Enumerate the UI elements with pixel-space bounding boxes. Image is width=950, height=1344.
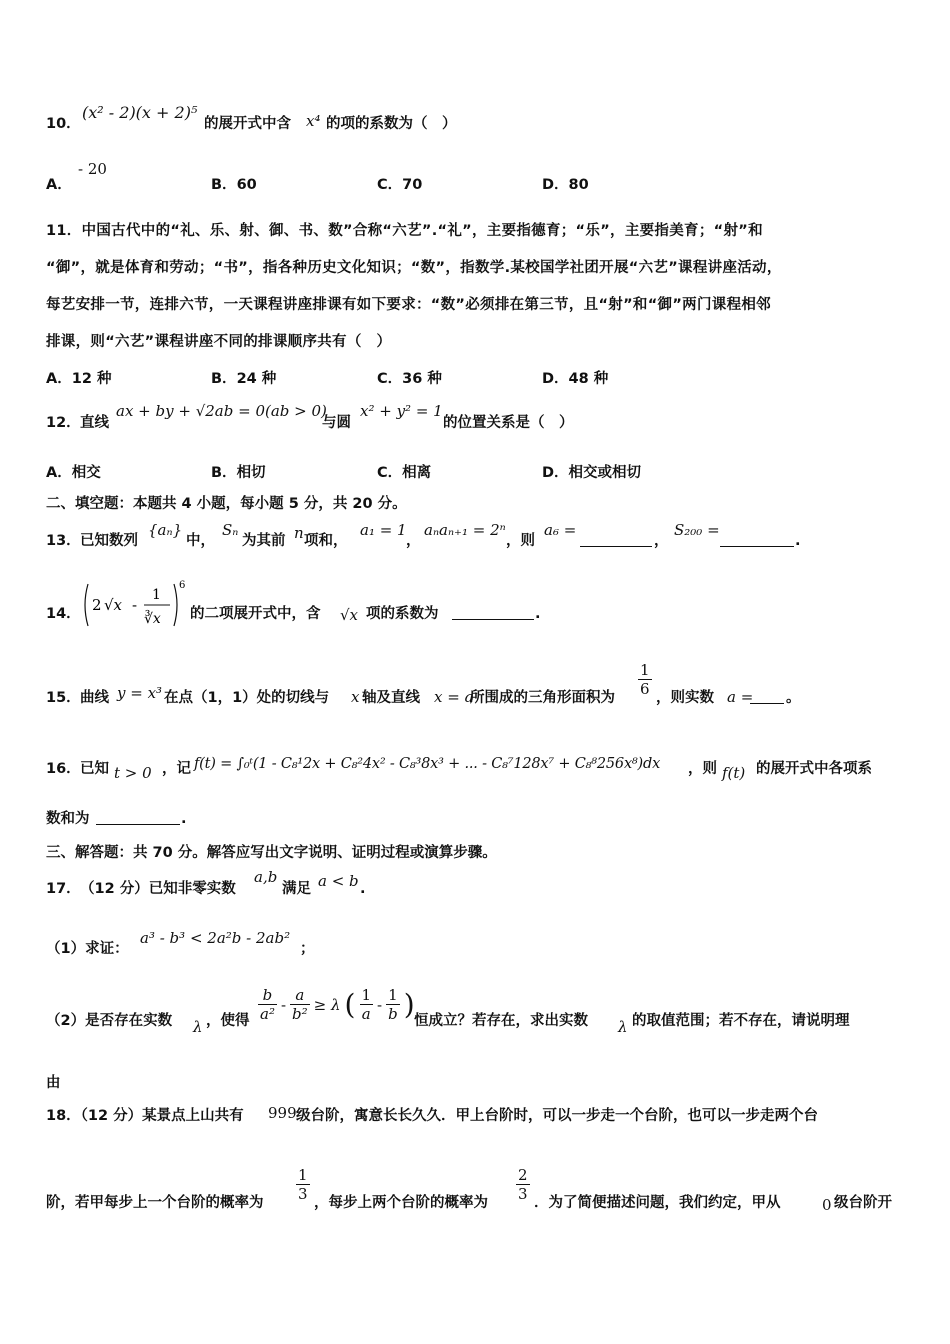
q13-s200: S₂₀₀ = xyxy=(674,521,720,539)
q10-option-a-label: A． xyxy=(46,177,72,193)
q12-option-b xyxy=(211,461,266,482)
q17-part-2-text-3: 恒成立？若存在，求出实数 xyxy=(414,1013,588,1029)
q17-frac-1-b xyxy=(386,986,400,1023)
q12-option-a-value: 相交 xyxy=(71,465,101,481)
q10-term: x⁴ xyxy=(306,112,321,130)
q17-minus-2: - xyxy=(377,995,383,1014)
q18-line-2-c: ．为了简便描述问题，我们约定，甲从 xyxy=(534,1195,781,1211)
q14-minus: - xyxy=(132,596,138,614)
q16-condition: t > 0 xyxy=(114,764,152,782)
q14-binomial-expression xyxy=(80,578,188,632)
q12-number: 12． xyxy=(46,415,81,431)
q13-number: 13． xyxy=(46,533,81,549)
q11-option-b-value: 24 种 xyxy=(236,371,277,387)
q12-text-b: 与圆 xyxy=(322,415,351,431)
q13-comma: ， xyxy=(406,533,421,549)
q17-ge-lambda: ≥ λ xyxy=(313,995,341,1014)
q18-f2-denominator: 3 xyxy=(518,1185,528,1203)
q13-n: n xyxy=(294,524,304,542)
q11-option-d xyxy=(542,367,608,388)
q13-recurrence: aₙaₙ₊₁ = 2ⁿ xyxy=(424,521,506,539)
q11-line-4: 排课，则“六艺”课程讲座不同的排课顺序共有（ ） xyxy=(46,334,392,350)
q13-text-1: 已知数列 xyxy=(80,533,138,549)
q11-option-b-label: B． xyxy=(211,371,237,387)
q16-text-3: ，则 xyxy=(688,761,717,777)
q11-option-b xyxy=(211,367,276,388)
q13-a1: a₁ = 1 xyxy=(360,521,407,539)
q17-part-2-label: （2）是否存在实数 xyxy=(46,1013,173,1029)
q17-lambda: λ xyxy=(193,1018,203,1036)
q10-option-b-value: 60 xyxy=(236,177,257,193)
q17-frac-a: a xyxy=(295,986,305,1004)
q18-fraction-two-thirds xyxy=(516,1166,530,1203)
q17-text-2: 满足 xyxy=(282,881,311,897)
q13-text-5: ，则 xyxy=(506,533,535,549)
q11-line-3: 每艺安排一节，连排六节，一天课程讲座排课有如下要求：“数”必须排在第三节，且“射”和“御”两门课程相邻 xyxy=(46,297,771,313)
q10-option-b xyxy=(211,173,257,194)
q17-part-2-line-2: 由 xyxy=(46,1075,61,1091)
q13-a6-blank[interactable] xyxy=(580,531,652,547)
q17-right-paren: ) xyxy=(403,988,415,1021)
q18-zero: 0 xyxy=(822,1196,832,1214)
q15-fraction-numerator: 1 xyxy=(640,661,650,679)
q17-lambda-2: λ xyxy=(618,1018,628,1036)
q16-line-2: 数和为 xyxy=(46,811,90,827)
q18-line-2-d: 级台阶开 xyxy=(834,1195,892,1211)
q17-frac-a2: a² xyxy=(260,1005,275,1023)
q12-circle-equation: x² + y² = 1 xyxy=(360,402,443,420)
q17-minus-1: - xyxy=(280,995,287,1014)
q14-text-a: 的二项展开式中，含 xyxy=(190,606,321,622)
q17-frac-1a-num: 1 xyxy=(361,986,371,1004)
q18-line-1-a: 18．（12 分）某景点上山共有 xyxy=(46,1108,244,1124)
q17-frac-a-b2 xyxy=(290,986,310,1023)
q17-number: 17． xyxy=(46,881,81,897)
q11-option-a xyxy=(46,367,111,388)
q13-text-4: 项和， xyxy=(304,533,348,549)
q15-number: 15． xyxy=(46,690,81,706)
q18-line-2-a: 阶，若甲每步上一个台阶的概率为 xyxy=(46,1195,264,1211)
q18-fraction-one-third xyxy=(296,1166,310,1203)
q10-option-d-label: D． xyxy=(542,177,569,193)
q14-end: . xyxy=(535,606,541,622)
q10-expression: (x² - 2)(x + 2)⁵ xyxy=(82,103,198,122)
q10-text-a: 的展开式中含 xyxy=(204,116,291,132)
q15-curve: y = x³ xyxy=(117,684,163,702)
q17-part-1-inequality: a³ - b³ < 2a²b - 2ab² xyxy=(140,929,291,947)
q12-line-equation: ax + by + √2ab = 0(ab > 0) xyxy=(116,402,327,420)
q16-text-4: 的展开式中各项系 xyxy=(756,761,872,777)
q17-part-1-label: （1）求证： xyxy=(46,941,129,957)
q15-text-5: ，则实数 xyxy=(656,690,714,706)
q15-text-2: 在点（1，1）处的切线与 xyxy=(164,690,330,706)
q15-text-4: 所围成的三角形面积为 xyxy=(470,690,615,706)
q11-option-c-value: 36 种 xyxy=(402,371,442,387)
q17-left-paren: ( xyxy=(344,988,356,1021)
q13-s200-blank[interactable] xyxy=(720,531,794,547)
q10-option-a-value: - 20 xyxy=(78,160,107,178)
q11-option-a-value: 12 种 xyxy=(71,371,112,387)
q10-option-d xyxy=(542,173,589,194)
q12-text-a: 直线 xyxy=(80,415,109,431)
q18-line-2-b: ，每步上两个台阶的概率为 xyxy=(314,1195,488,1211)
q17-frac-1a-den: a xyxy=(361,1005,371,1023)
q16-text-2: ，记 xyxy=(162,761,191,777)
q16-number: 16． xyxy=(46,761,81,777)
q17-ab: a,b xyxy=(254,868,278,886)
q16-answer-blank[interactable] xyxy=(96,809,180,825)
q13-a6: a₆ = xyxy=(544,521,577,539)
q17-condition: a < b xyxy=(318,872,359,890)
q16-end: . xyxy=(181,811,187,827)
q16-integral-formula: f(t) = ∫₀ᵗ(1 - C₈¹2x + C₈²4x² - C₈³8x³ + ... - C₈⁷128x⁷ + C₈⁸256x⁸)dx xyxy=(194,756,661,772)
q14-sqrt-x: √x xyxy=(104,596,123,614)
q10-text-b: 的项的系数为（ ） xyxy=(326,116,457,132)
q14-text-b: 项的系数为 xyxy=(366,606,439,622)
q17-frac-1b-den: b xyxy=(388,1005,398,1023)
q18-f2-numerator: 2 xyxy=(518,1166,528,1184)
q12-option-c-label: C． xyxy=(377,465,403,481)
q11-option-c-label: C． xyxy=(377,371,403,387)
q12-option-c xyxy=(377,461,431,482)
q13-text-6: ， xyxy=(654,533,669,549)
q14-answer-blank[interactable] xyxy=(452,604,534,620)
q17-text-1: （12 分）已知非零实数 xyxy=(80,881,236,897)
q14-cube-root-x: ∛x xyxy=(144,611,161,627)
q14-term: √x xyxy=(340,606,359,624)
q11-line-1: 11．中国古代中的“礼、乐、射、御、书、数”合称“六艺”.“礼”，主要指德育；“乐”，主要指美育；“射”和 xyxy=(46,223,763,239)
q12-option-c-value: 相离 xyxy=(402,465,432,481)
q15-end: 。 xyxy=(786,690,801,706)
q13-sn: Sₙ xyxy=(222,521,239,539)
q15-line: x = a xyxy=(434,688,474,706)
q11-option-d-value: 48 种 xyxy=(568,371,609,387)
q17-frac-b-a2 xyxy=(258,986,277,1023)
q15-answer-blank[interactable] xyxy=(750,688,784,704)
section-2-heading: 二、填空题：本题共 4 小题，每小题 5 分，共 20 分。 xyxy=(46,496,407,512)
q15-fraction-denominator: 6 xyxy=(640,680,650,698)
q17-frac-1-a xyxy=(359,986,373,1023)
q13-sequence: {aₙ} xyxy=(148,521,183,539)
q10-option-b-label: B． xyxy=(211,177,237,193)
q17-frac-b2: b² xyxy=(292,1005,308,1023)
q14-numerator: 1 xyxy=(152,587,161,603)
q14-coefficient: 2 xyxy=(92,596,102,614)
section-3-heading: 三、解答题：共 70 分。解答应写出文字说明、证明过程或演算步骤。 xyxy=(46,845,497,861)
q18-f1-denominator: 3 xyxy=(298,1185,308,1203)
q10-option-c-value: 70 xyxy=(402,177,423,193)
q11-option-c xyxy=(377,367,442,388)
q17-frac-1b-num: 1 xyxy=(388,986,398,1004)
q11-line-2: “御”，就是体育和劳动；“书”，指各种历史文化知识；“数”，指数学.某校国学社团开展“六艺”课程讲座活动， xyxy=(46,260,782,276)
q10-option-d-value: 80 xyxy=(568,177,589,193)
q15-text-3: 轴及直线 xyxy=(362,690,420,706)
q12-option-d-label: D． xyxy=(542,465,569,481)
q12-option-d-value: 相交或相切 xyxy=(568,465,642,481)
q16-ft: f(t) xyxy=(722,764,746,782)
q18-line-1-b: 级台阶，寓意长长久久．甲上台阶时，可以一步走一个台阶，也可以一步走两个台 xyxy=(296,1108,818,1124)
q17-frac-b: b xyxy=(262,986,273,1004)
q12-option-a-label: A． xyxy=(46,465,72,481)
q13-end: . xyxy=(795,533,801,549)
q14-exponent: 6 xyxy=(179,580,186,591)
q14-number: 14． xyxy=(46,606,81,622)
q12-option-b-value: 相切 xyxy=(236,465,266,481)
q12-option-a xyxy=(46,461,101,482)
q17-part-2-text-2: ，使得 xyxy=(206,1013,250,1029)
q12-text-c: 的位置关系是（ ） xyxy=(443,415,574,431)
q12-option-b-label: B． xyxy=(211,465,237,481)
q18-steps: 999 xyxy=(268,1104,297,1122)
q11-option-a-label: A． xyxy=(46,371,72,387)
q12-option-d xyxy=(542,461,641,482)
q17-inequality xyxy=(258,986,415,1023)
q15-area-fraction xyxy=(638,661,652,698)
q17-end: . xyxy=(360,881,366,897)
q11-option-d-label: D． xyxy=(542,371,569,387)
q10-option-c-label: C． xyxy=(377,177,403,193)
q13-text-2: 中， xyxy=(186,533,215,549)
q15-text-1: 曲线 xyxy=(80,690,109,706)
q10-number: 10． xyxy=(46,116,81,132)
q10-option-c xyxy=(377,173,422,194)
q15-a: a = xyxy=(727,688,754,706)
q13-text-3: 为其前 xyxy=(242,533,286,549)
q17-part-2-text-4: 的取值范围；若不存在，请说明理 xyxy=(632,1013,850,1029)
q18-f1-numerator: 1 xyxy=(298,1166,308,1184)
q16-text-1: 已知 xyxy=(80,761,109,777)
q15-x: x xyxy=(351,688,360,706)
q17-part-1-end: ； xyxy=(300,941,315,957)
